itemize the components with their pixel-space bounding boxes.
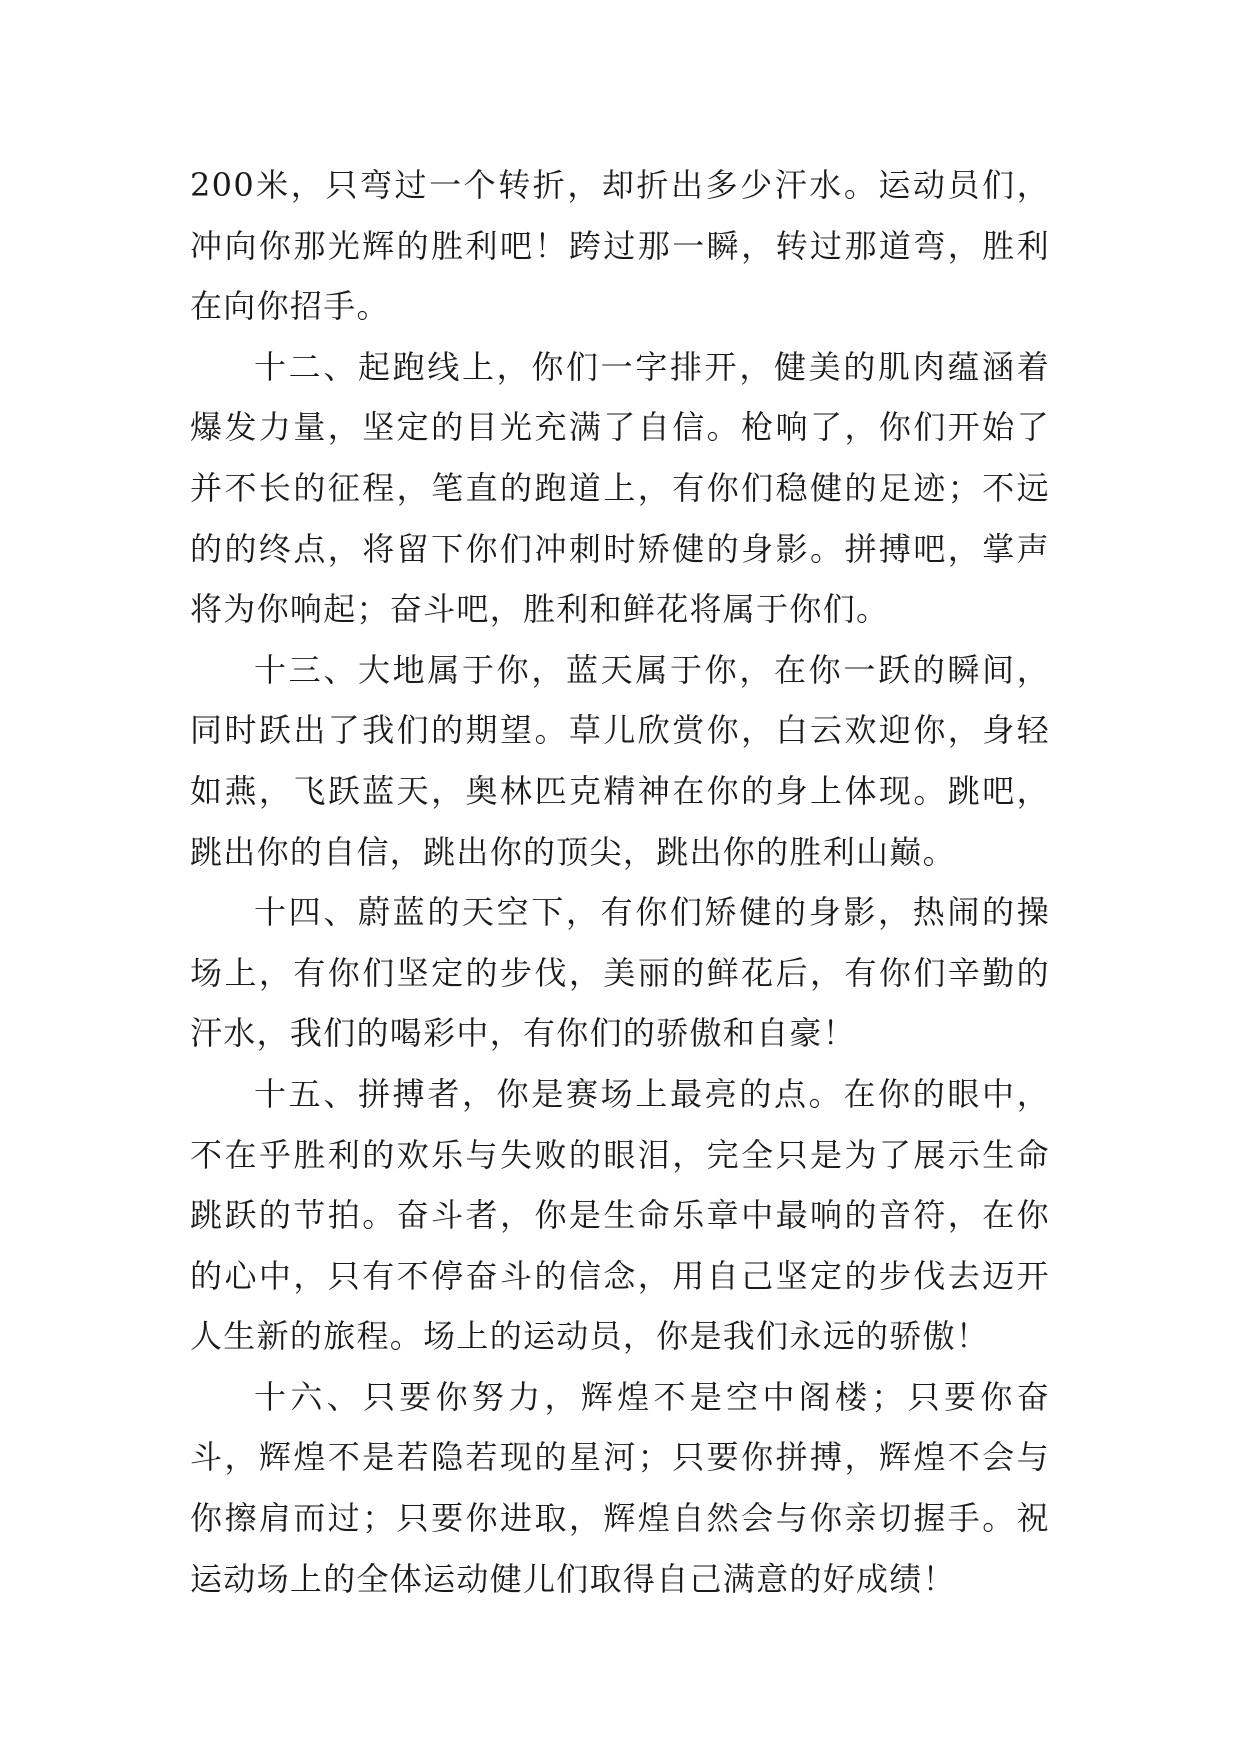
paragraph-16: 十六、只要你努力，辉煌不是空中阁楼；只要你奋斗，辉煌不是若隐若现的星河；只要你拼搏，辉煌不会与你擦肩而过；只要你进取，辉煌自然会与你亲切握手。祝运动场上的全体运动健儿们取得自己满意的好成绩！ [190,1377,1050,1598]
document-body [190,155,1050,1609]
paragraph-14: 十四、蔚蓝的天空下，有你们矫健的身影，热闹的操场上，有你们坚定的步伐，美丽的鲜花后，有你们辛勤的汗水，我们的喝彩中，有你们的骄傲和自豪！ [190,893,1050,1053]
paragraph-200m: 200米，只弯过一个转折，却折出多少汗水。运动员们，冲向你那光辉的胜利吧！跨过那一瞬，转过那道弯，胜利在向你招手。 [190,166,1050,326]
paragraph-13: 十三、大地属于你，蓝天属于你，在你一跃的瞬间，同时跃出了我们的期望。草儿欣赏你，白云欢迎你，身轻如燕，飞跃蓝天，奥林匹克精神在你的身上体现。跳吧，跳出你的自信，跳出你的顶尖，跳出你的胜利山巅。 [190,650,1050,871]
paragraph-12: 十二、起跑线上，你们一字排开，健美的肌肉蕴涵着爆发力量，坚定的目光充满了自信。枪响了，你们开始了并不长的征程，笔直的跑道上，有你们稳健的足迹；不远的的终点，将留下你们冲刺时矫健的身影。拼搏吧，掌声将为你响起；奋斗吧，胜利和鲜花将属于你们。 [190,347,1050,629]
paragraph-15: 十五、拼搏者，你是赛场上最亮的点。在你的眼中，不在乎胜利的欢乐与失败的眼泪，完全只是为了展示生命跳跃的节拍。奋斗者，你是生命乐章中最响的音符，在你的心中，只有不停奋斗的信念，用自己坚定的步伐去迈开人生新的旅程。场上的运动员，你是我们永远的骄傲！ [190,1074,1050,1356]
